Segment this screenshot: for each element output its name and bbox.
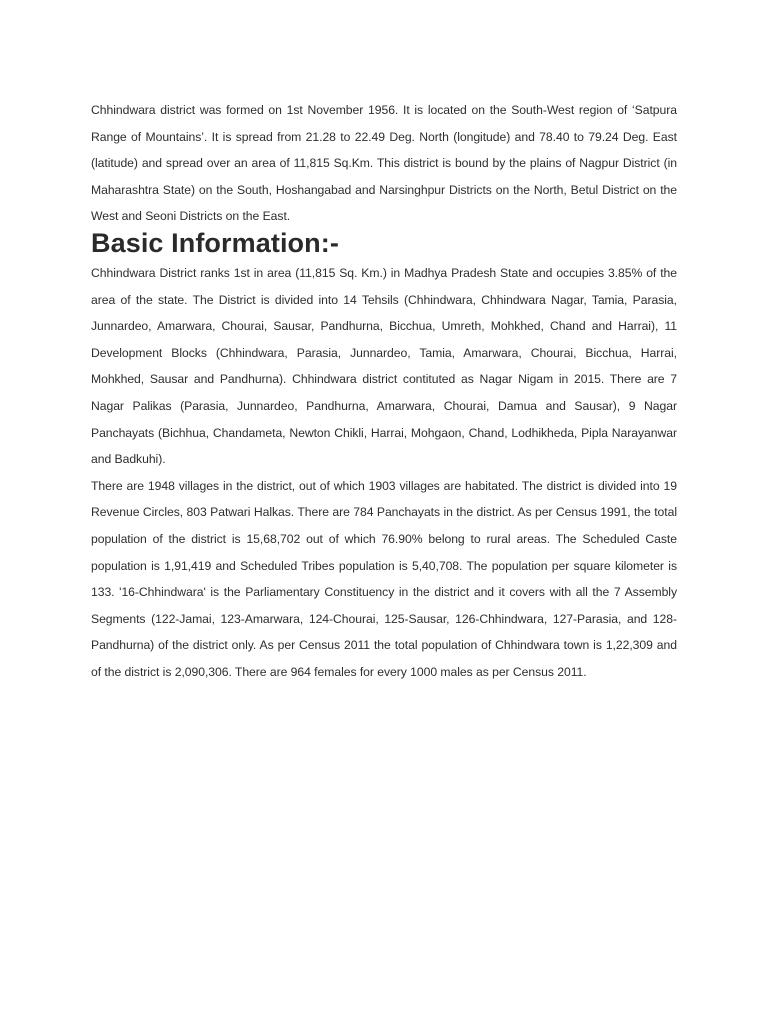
section-heading: Basic Information:- xyxy=(91,227,339,258)
basic-info-paragraph-2: There are 1948 villages in the district, out of which 1903 villages are habitated. The district is divided into 19 Revenue Circles, 803 Patwari Halkas. There are 784 Panchayats in the district. As per Census 1991, the total population of the district is 15,68,702 out of which 76.90% belong to rural areas. The Scheduled Caste population is 1,91,419 and Scheduled Tribes population is 5,40,708. The population per square kilometer is 133. '16-Chhindwara' is the Parliamentary Constituency in the district and it covers with all the 7 Assembly Segments (122-Jamai, 123-Amarwara, 124-Chourai, 125-Sausar, 126-Chhindwara, 127-Parasia, and 128-Pandhurna) of the district only. As per Census 2011 the total population of Chhindwara town is 1,22,309 and of the district is 2,090,306. There are 964 females for every 1000 males as per Census 2011. xyxy=(91,478,677,679)
basic-info-paragraph-1: Chhindwara District ranks 1st in area (11,815 Sq. Km.) in Madhya Pradesh State and occupies 3.85% of the area of the state. The District is divided into 14 Tehsils (Chhindwara, Chhindwara Nagar, Tamia, Parasia, Junnardeo, Amarwara, Chourai, Sausar, Pandhurna, Bicchua, Umreth, Mohkhed, Chand and Harrai), 11 Development Blocks (Chhindwara, Parasia, Junnardeo, Tamia, Amarwara, Chourai, Bicchua, Harrai, Mohkhed, Sausar and Pandhurna). Chhindwara district contituted as Nagar Nigam in 2015. There are 7 Nagar Palikas (Parasia, Junnardeo, Pandhurna, Amarwara, Chourai, Damua and Sausar), 9 Nagar Panchayats (Bichhua, Chandameta, Newton Chikli, Harrai, Mohgaon, Chand, Lodhikheda, Pipla Narayanwar and Badkuhi). xyxy=(91,265,677,467)
document-body xyxy=(91,97,677,685)
intro-paragraph: Chhindwara district was formed on 1st November 1956. It is located on the South-West region of ‘Satpura Range of Mountains’. It is spread from 21.28 to 22.49 Deg. North (longitude) and 78.40 to 79.24 Deg. East (latitude) and spread over an area of 11,815 Sq.Km. This district is bound by the plains of Nagpur District (in Maharashtra State) on the South, Hoshangabad and Narsinghpur Districts on the North, Betul District on the West and Seoni Districts on the East. xyxy=(91,103,677,224)
